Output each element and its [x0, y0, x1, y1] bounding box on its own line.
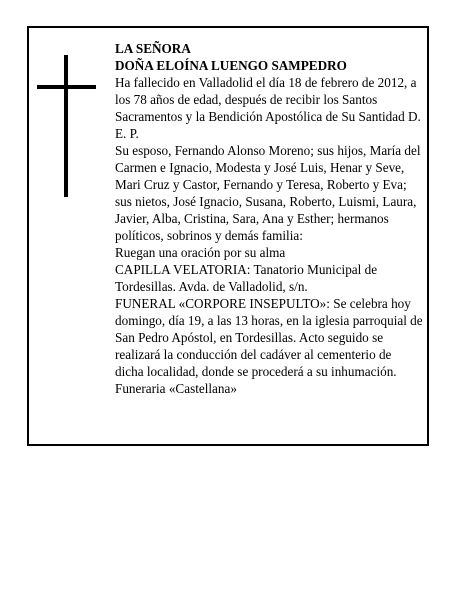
deceased-name: DOÑA ELOÍNA LUENGO SAMPEDRO	[115, 58, 347, 73]
wake-chapel-info: CAPILLA VELATORIA: Tanatorio Municipal de Tordesillas. Avda. de Valladolid, s/n.	[115, 262, 378, 294]
prayer-request: Ruegan una oración por su alma	[115, 245, 286, 260]
funeral-home: Funeraria «Castellana»	[115, 381, 237, 396]
obituary-text	[115, 40, 423, 397]
family-list: Su esposo, Fernando Alonso Moreno; sus hijos, María del Carmen e Ignacio, Modesta y José Luis, Henar y Seve, Mari Cruz y Castor, Fernando y Teresa, Roberto y Eva; sus nietos, José Ignacio, Susana, Roberto, Luismi, Laura, Javier, Alba, Cristina, Sara, Ana y Esther; hermanos políticos, sobrinos y demás familia:	[115, 143, 421, 243]
funeral-info: FUNERAL «CORPORE INSEPULTO»: Se celebra hoy domingo, día 19, a las 13 horas, en la iglesia parroquial de San Pedro Apóstol, en Tordesillas. Acto seguido se realizará la conducción del cadáver al cementerio de dicha localidad, donde se procederá a su inhumación.	[115, 296, 423, 379]
cross-horizontal-bar	[37, 85, 96, 89]
death-announcement: Ha fallecido en Valladolid el día 18 de febrero de 2012, a los 78 años de edad, después de recibir los Santos Sacramentos y la Bendición Apostólica de Su Santidad D. E. P.	[115, 75, 421, 141]
cross-vertical-bar	[64, 55, 68, 197]
notice-heading: LA SEÑORA	[115, 41, 191, 56]
